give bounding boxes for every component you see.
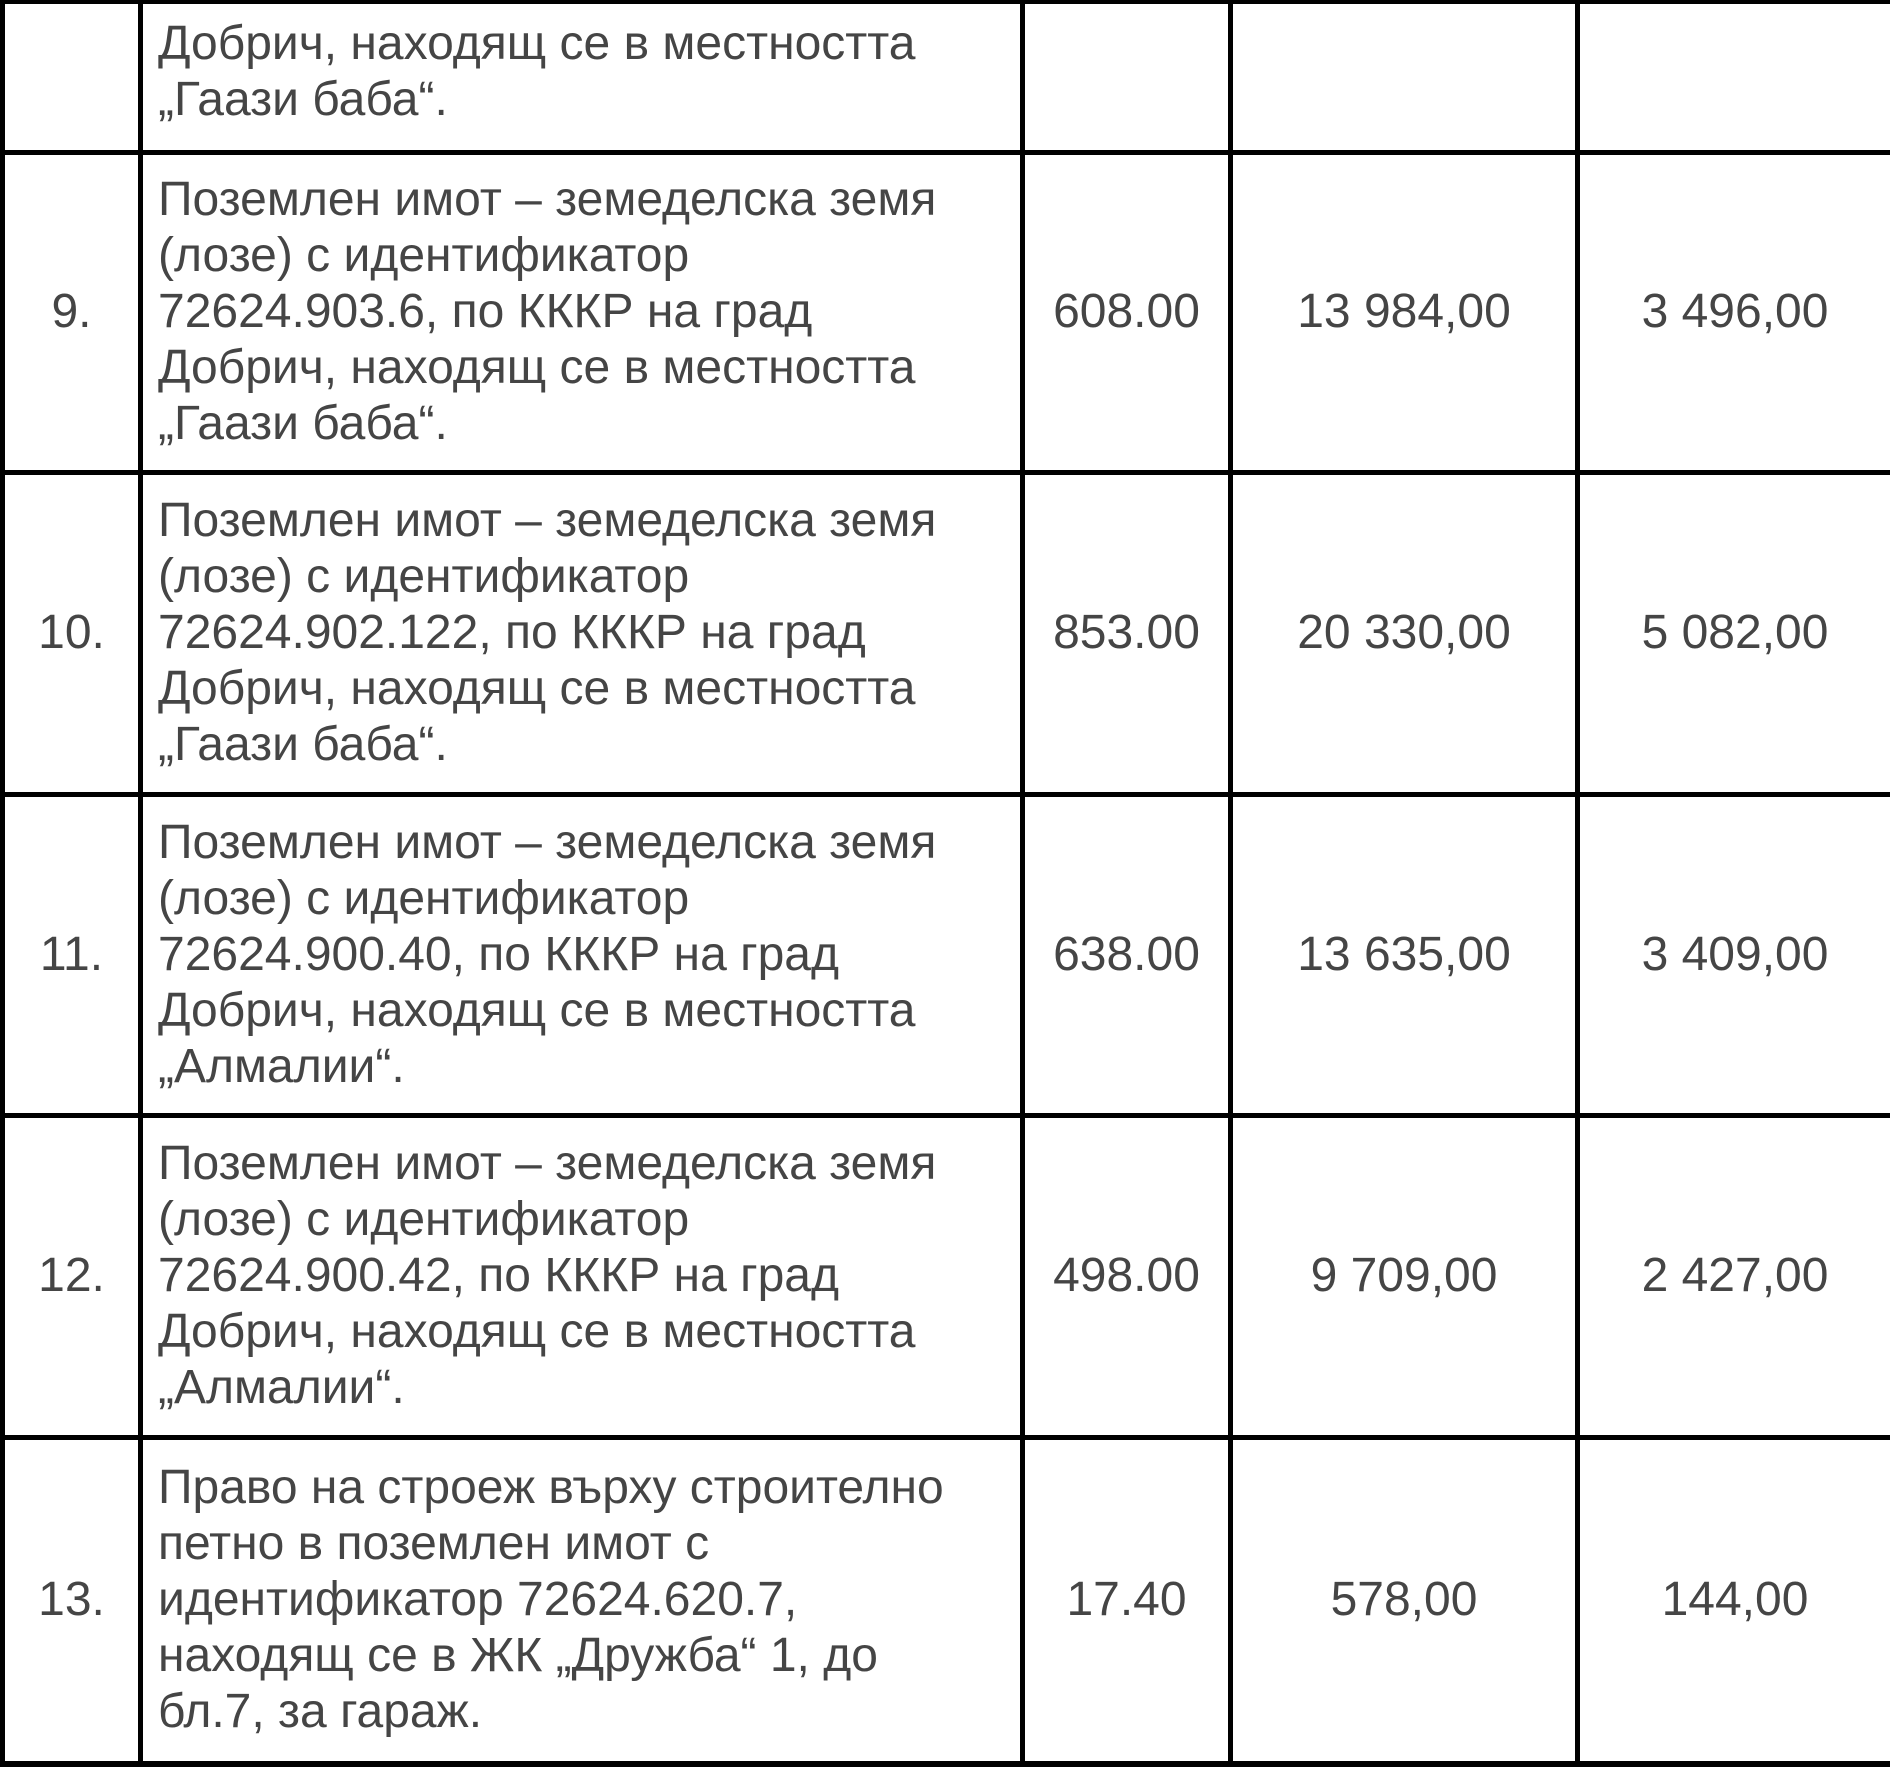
- table-row: [3, 1115, 1890, 1437]
- table-row: [3, 1437, 1890, 1764]
- value-cell-3: 144,00: [1578, 1437, 1890, 1764]
- row-number-cell: 11.: [3, 794, 141, 1115]
- description-line: „Гаази баба“.: [158, 72, 992, 128]
- description-cell: [141, 1437, 1023, 1764]
- description-line: Поземлен имот – земеделска земя: [158, 493, 992, 549]
- description-line: (лозе) с идентификатор: [158, 871, 992, 927]
- description-line: Поземлен имот – земеделска земя: [158, 172, 992, 228]
- description-cell: [141, 2, 1023, 152]
- row-number-cell: 10.: [3, 472, 141, 794]
- description-line: (лозе) с идентификатор: [158, 1192, 992, 1248]
- description-line: „Алмалии“.: [158, 1039, 992, 1095]
- value-cell-1: 853.00: [1023, 472, 1231, 794]
- table-body: [3, 2, 1890, 1764]
- description-cell: [141, 152, 1023, 472]
- value-cell-2: 13 984,00: [1231, 152, 1578, 472]
- row-number-cell: 9.: [3, 152, 141, 472]
- row-number-cell: 13.: [3, 1437, 141, 1764]
- table-row: [3, 794, 1890, 1115]
- table-row: [3, 472, 1890, 794]
- description-cell: [141, 794, 1023, 1115]
- description-cell: [141, 1115, 1023, 1437]
- description-line: Добрич, находящ се в местността: [158, 16, 992, 72]
- description-line: „Гаази баба“.: [158, 717, 992, 773]
- table-row: [3, 2, 1890, 152]
- value-cell-3: 2 427,00: [1578, 1115, 1890, 1437]
- value-cell-3: 3 409,00: [1578, 794, 1890, 1115]
- description-line: 72624.902.122, по КККР на град: [158, 605, 992, 661]
- description-line: идентификатор 72624.620.7,: [158, 1572, 992, 1628]
- description-line: Добрич, находящ се в местността: [158, 340, 992, 396]
- description-line: „Алмалии“.: [158, 1360, 992, 1416]
- value-cell-2: 13 635,00: [1231, 794, 1578, 1115]
- value-cell-1: [1023, 2, 1231, 152]
- description-line: Право на строеж върху строително: [158, 1460, 992, 1516]
- description-line: бл.7, за гараж.: [158, 1684, 992, 1740]
- description-line: Поземлен имот – земеделска земя: [158, 815, 992, 871]
- value-cell-2: 9 709,00: [1231, 1115, 1578, 1437]
- row-number-cell: [3, 2, 141, 152]
- description-line: 72624.900.40, по КККР на град: [158, 927, 992, 983]
- value-cell-3: 3 496,00: [1578, 152, 1890, 472]
- row-number-cell: 12.: [3, 1115, 141, 1437]
- value-cell-3: [1578, 2, 1890, 152]
- description-line: (лозе) с идентификатор: [158, 228, 992, 284]
- description-line: (лозе) с идентификатор: [158, 549, 992, 605]
- value-cell-2: 578,00: [1231, 1437, 1578, 1764]
- value-cell-1: 608.00: [1023, 152, 1231, 472]
- description-line: Добрич, находящ се в местността: [158, 983, 992, 1039]
- description-line: „Гаази баба“.: [158, 396, 992, 452]
- description-cell: [141, 472, 1023, 794]
- description-line: 72624.903.6, по КККР на град: [158, 284, 992, 340]
- table-row: [3, 152, 1890, 472]
- description-line: 72624.900.42, по КККР на град: [158, 1248, 992, 1304]
- value-cell-1: 498.00: [1023, 1115, 1231, 1437]
- value-cell-1: 638.00: [1023, 794, 1231, 1115]
- value-cell-2: [1231, 2, 1578, 152]
- value-cell-2: 20 330,00: [1231, 472, 1578, 794]
- description-line: находящ се в ЖК „Дружба“ 1, до: [158, 1628, 992, 1684]
- value-cell-1: 17.40: [1023, 1437, 1231, 1764]
- value-cell-3: 5 082,00: [1578, 472, 1890, 794]
- description-line: петно в поземлен имот с: [158, 1516, 992, 1572]
- description-line: Добрич, находящ се в местността: [158, 1304, 992, 1360]
- description-line: Поземлен имот – земеделска земя: [158, 1136, 992, 1192]
- description-line: Добрич, находящ се в местността: [158, 661, 992, 717]
